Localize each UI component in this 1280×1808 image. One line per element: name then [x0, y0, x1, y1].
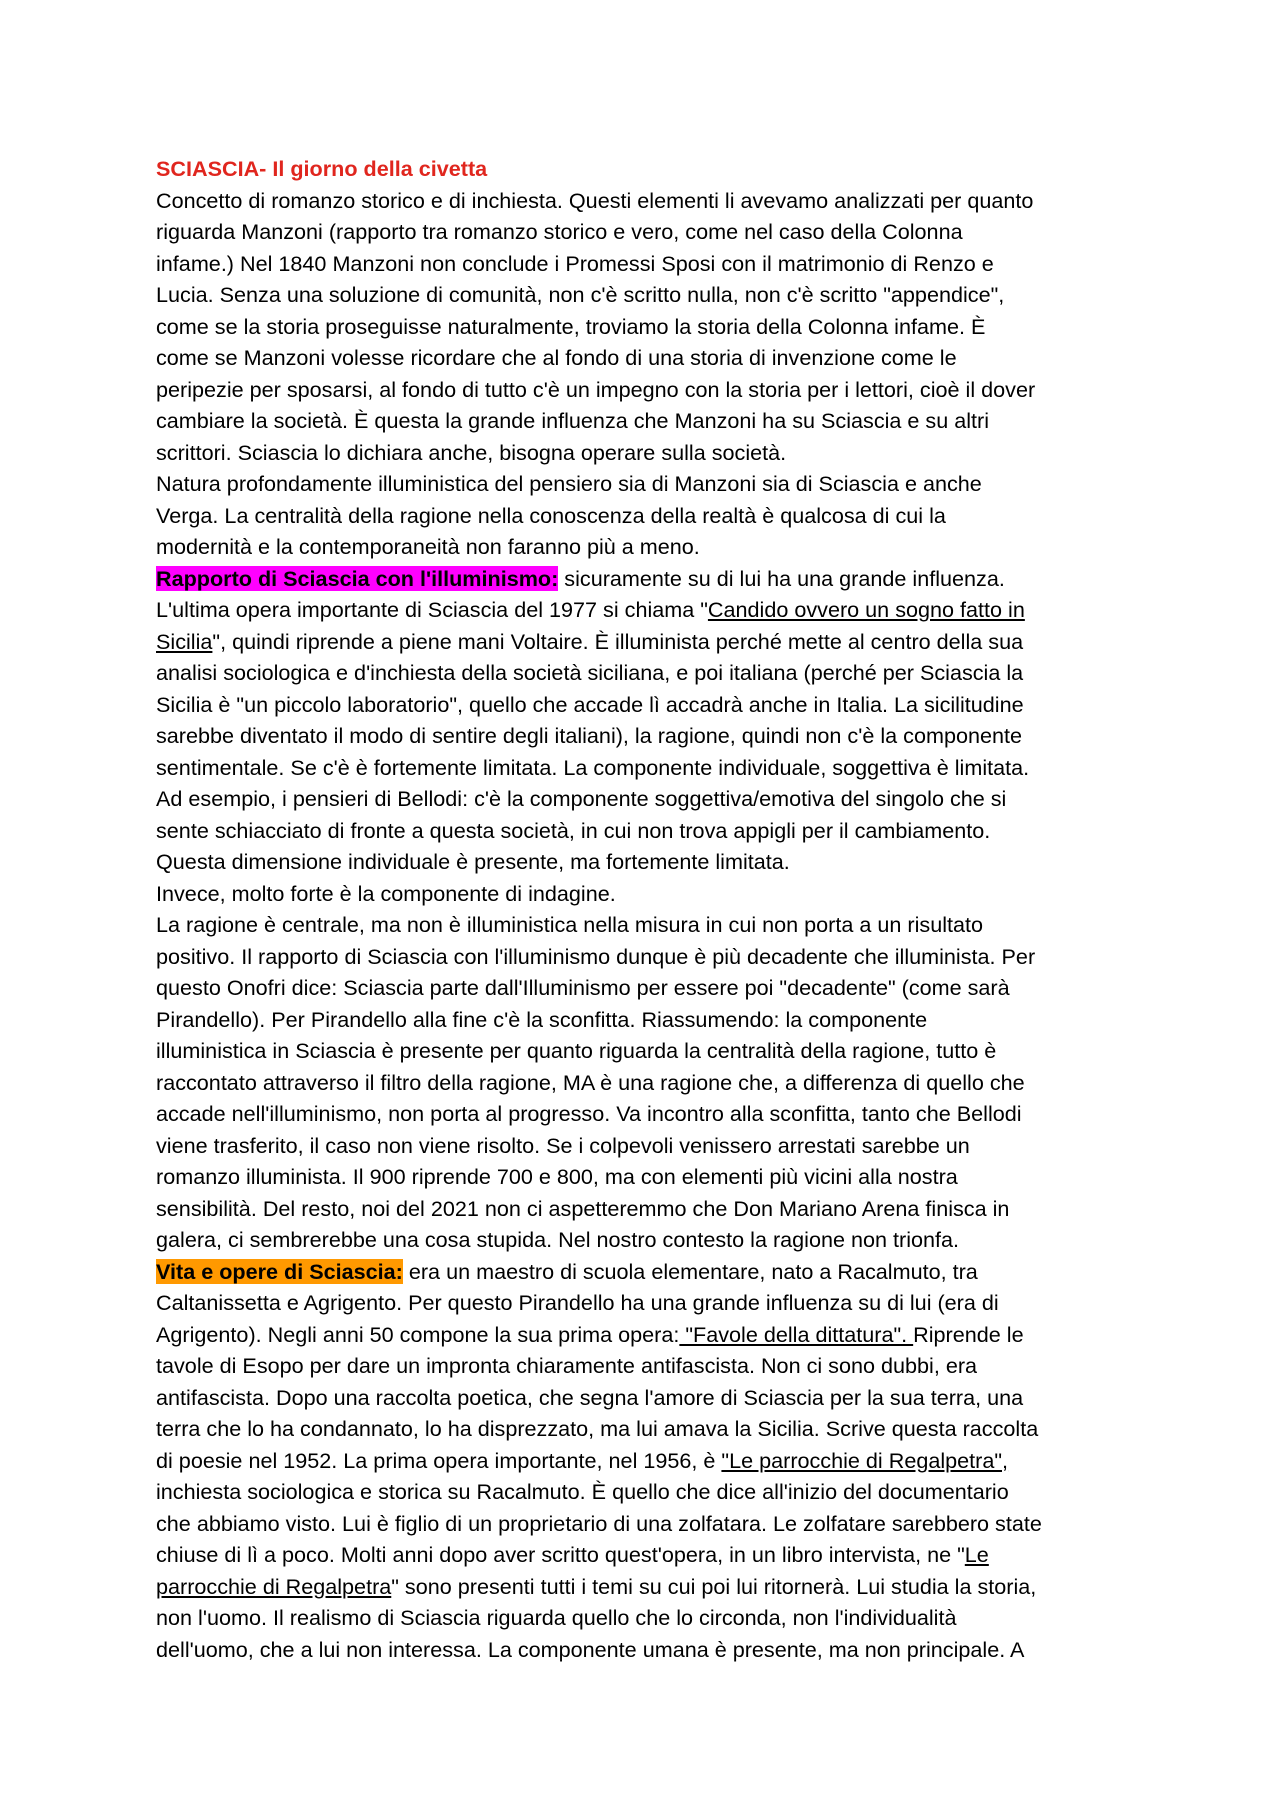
text-line: come se Manzoni volesse ricordare che al fondo di una storia di invenzione come le — [156, 345, 957, 370]
text-span: " sono presenti tutti i temi su cui poi lui ritornerà. Lui studia la storia, — [391, 1573, 1037, 1599]
text-line — [156, 1571, 1136, 1603]
text-line: dell'uomo, che a lui non interessa. La componente umana è presente, ma non principale. A — [156, 1636, 1025, 1662]
book-title-candido: Candido ovvero un sogno fatto in — [707, 597, 1025, 622]
text-line: accade nell'illuminismo, non porta al progresso. Va incontro alla sconfitta, tanto che Bellodi — [156, 1101, 1022, 1126]
text-line: Sicilia è "un piccolo laboratorio", quello che accade lì accadrà anche in Italia. La sicilitudine — [156, 691, 1024, 717]
text-span: era un maestro di scuola elementare, nato a Racalmuto, tra — [402, 1258, 978, 1284]
text-line: terra che lo ha condannato, lo ha disprezzato, ma lui amava la Sicilia. Scrive questa raccolta — [156, 1416, 1039, 1441]
book-title-parrocchie: "Le parrocchie di Regalpetra", — [721, 1447, 1009, 1473]
document-title: SCIASCIA- Il giorno della civetta — [156, 156, 488, 181]
text-line: Lucia. Senza una soluzione di comunità, non c'è scritto nulla, non c'è scritto "appendice", — [156, 282, 1005, 307]
text-line: romanzo illuminista. Il 900 riprende 700 e 800, ma con elementi più vicini alla nostra — [156, 1164, 958, 1189]
text-line: questo Onofri dice: Sciascia parte dall'Illuminismo per essere poi "decadente" (come sarà — [156, 975, 1010, 1000]
text-span: Riprende le — [913, 1321, 1024, 1347]
text-span: di poesie nel 1952. La prima opera importante, nel 1956, è — [156, 1447, 722, 1473]
text-line: sarebbe diventato il modo di sentire degli italiani), la ragione, quindi non c'è la componente — [156, 723, 1023, 748]
text-line: Caltanissetta e Agrigento. Per questo Pirandello ha una grande influenza su di lui (era di — [156, 1290, 999, 1315]
text-line: modernità e la contemporaneità non faranno più a meno. — [156, 534, 700, 559]
text-line: cambiare la società. È questa la grande influenza che Manzoni ha su Sciascia e su altri — [156, 408, 990, 433]
text-line: Verga. La centralità della ragione nella conoscenza della realtà è qualcosa di cui la — [156, 502, 946, 528]
text-line: galera, ci sembrerebbe una cosa stupida. Nel nostro contesto la ragione non trionfa. — [156, 1227, 960, 1252]
section-heading-vita-opere: Vita e opere di Sciascia: — [156, 1258, 403, 1284]
text-line: La ragione è centrale, ma non è illuministica nella misura in cui non porta a un risultato — [156, 912, 984, 937]
text-line: sentimentale. Se c'è è fortemente limitata. La componente individuale, soggettiva è limitata. — [156, 754, 1030, 780]
text-line: Invece, molto forte è la componente di indagine. — [156, 880, 616, 906]
text-line: tavole di Esopo per dare un impronta chiaramente antifascista. Non ci sono dubbi, era — [156, 1353, 978, 1378]
text-line: positivo. Il rapporto di Sciascia con l'illuminismo dunque è più decadente che illuminista. Per — [156, 943, 1036, 969]
text-line: viene trasferito, il caso non viene risolto. Se i colpevoli venissero arrestati sarebbe un — [156, 1132, 970, 1158]
text-line — [156, 594, 1136, 626]
text-span: Agrigento). Negli anni 50 compone la sua prima opera: — [156, 1321, 680, 1347]
text-span: sicuramente su di lui ha una grande influenza. — [558, 565, 1005, 591]
text-line — [156, 563, 1136, 595]
text-line — [156, 1256, 1136, 1288]
text-line: Questa dimensione individuale è presente, ma fortemente limitata. — [156, 849, 790, 874]
document-page — [156, 153, 1136, 1665]
text-line: Pirandello). Per Pirandello alla fine c'è la sconfitta. Riassumendo: la componente — [156, 1006, 928, 1032]
text-line: come se la storia proseguisse naturalmente, troviamo la storia della Colonna infame. È — [156, 313, 986, 339]
book-title-parrocchie-2: Le — [964, 1542, 989, 1567]
book-title-parrocchie-2-cont: parrocchie di Regalpetra — [156, 1573, 392, 1599]
text-line: inchiesta sociologica e storica su Racalmuto. È quello che dice all'inizio del documentario — [156, 1479, 1009, 1504]
text-line: Natura profondamente illuministica del pensiero sia di Manzoni sia di Sciascia e anche — [156, 471, 982, 496]
text-line: peripezie per sposarsi, al fondo di tutto c'è un impegno con la storia per i lettori, cioè il dover — [156, 376, 1036, 402]
text-line: non l'uomo. Il realismo di Sciascia riguarda quello che lo circonda, non l'individualità — [156, 1605, 957, 1630]
text-line: analisi sociologica e d'inchiesta della società siciliana, e poi italiana (perché per Sciascia la — [156, 660, 1024, 685]
text-line — [156, 1445, 1136, 1477]
text-span: L'ultima opera importante di Sciascia del 1977 si chiama " — [156, 597, 708, 622]
section-heading-illuminismo: Rapporto di Sciascia con l'illuminismo: — [156, 565, 559, 591]
text-line: infame.) Nel 1840 Manzoni non conclude i Promessi Sposi con il matrimonio di Renzo e — [156, 250, 994, 276]
text-line — [156, 626, 1136, 658]
book-title-favole: "Favole della dittatura". — [679, 1321, 914, 1347]
text-line — [156, 1539, 1136, 1571]
text-line: antifascista. Dopo una raccolta poetica, che segna l'amore di Sciascia per la sua terra, una — [156, 1384, 1024, 1410]
text-line: riguarda Manzoni (rapporto tra romanzo storico e vero, come nel caso della Colonna — [156, 219, 963, 244]
text-line: scrittori. Sciascia lo dichiara anche, bisogna operare sulla società. — [156, 439, 787, 465]
text-line: che abbiamo visto. Lui è figlio di un proprietario di una zolfatara. Le zolfatare sarebbero state — [156, 1510, 1042, 1536]
text-line — [156, 1319, 1136, 1351]
text-line: sente schiacciato di fronte a questa società, in cui non trova appigli per il cambiamento. — [156, 817, 991, 843]
text-line: raccontato attraverso il filtro della ragione, MA è una ragione che, a differenza di quello che — [156, 1069, 1025, 1095]
text-span: chiuse di lì a poco. Molti anni dopo aver scritto quest'opera, in un libro intervista, ne " — [156, 1542, 965, 1567]
text-line: illuministica in Sciascia è presente per quanto riguarda la centralità della ragione, tutto è — [156, 1038, 997, 1063]
text-line: sensibilità. Del resto, noi del 2021 non ci aspetteremmo che Don Mariano Arena finisca in — [156, 1195, 1010, 1221]
text-line: Concetto di romanzo storico e di inchiesta. Questi elementi li avevamo analizzati per quanto — [156, 187, 1034, 213]
text-span: ", quindi riprende a piene mani Voltaire. È illuminista perché mette al centro della sua — [212, 628, 1024, 654]
text-line: Ad esempio, i pensieri di Bellodi: c'è la componente soggettiva/emotiva del singolo che si — [156, 786, 1007, 811]
book-title-candido-cont: Sicilia — [156, 628, 213, 654]
